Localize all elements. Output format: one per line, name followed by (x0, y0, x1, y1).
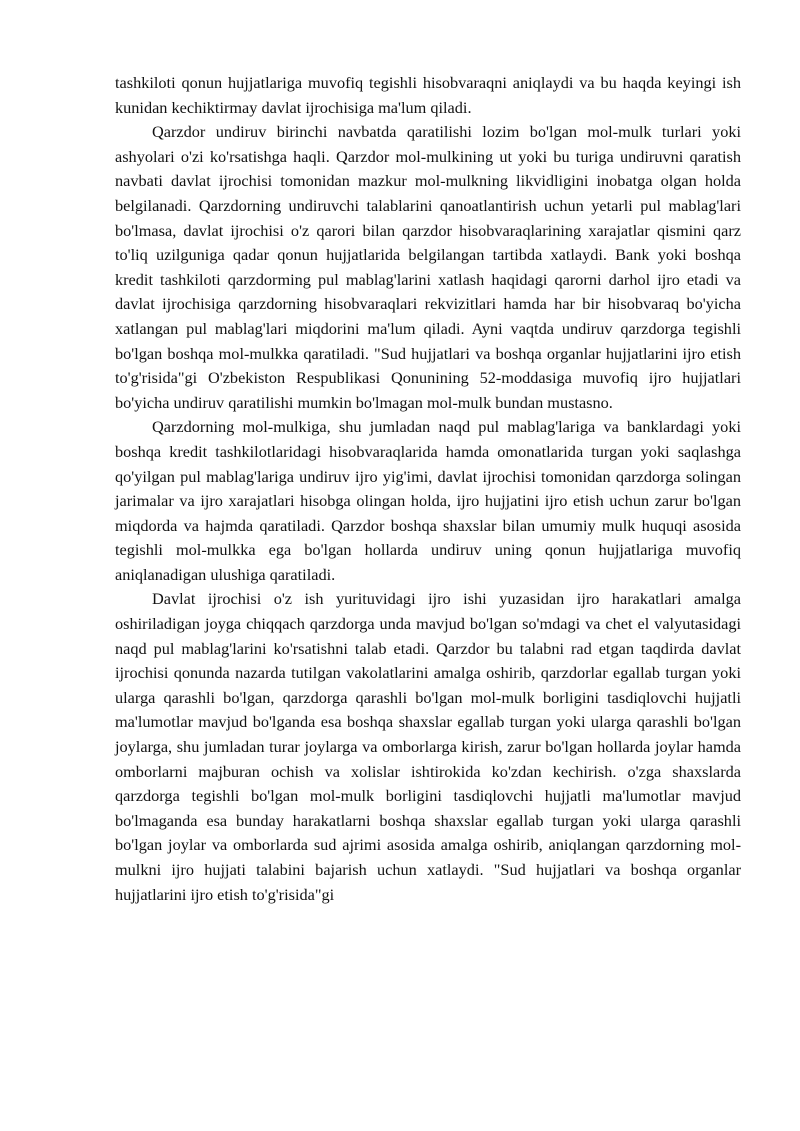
paragraph-continuation: tashkiloti qonun hujjatlariga muvofiq tegishli hisobvaraqni aniqlaydi va bu haqda keyingi ish kunidan kechiktirmay davlat ijrochisiga ma'lum qiladi. (115, 73, 741, 117)
paragraph-mol-mulk: Qarzdorning mol-mulkiga, shu jumladan naqd pul mablag'lariga va banklardagi yoki boshqa kredit tashkilotlaridagi hisobvaraqlarida hamda omonatlarida turgan yoki saqlashga qo'yilgan pul mablag'lariga undiruv ijro yig'imi, davlat ijrochisi tomonidan qarzdorga solingan jarimalar va ijro xarajatlari hisobga olingan holda, ijro hujjatini ijro etish uchun zarur bo'lgan miqdorda va hajmda qaratiladi. Qarzdor boshqa shaxslar bilan umumiy mulk huquqi asosida tegishli mol-mulkka ega bo'lgan hollarda undiruv uning qonun hujjatlariga muvofiq aniqlanadigan ulushiga qaratiladi. (115, 417, 741, 584)
paragraph-undiruv-navbati: Qarzdor undiruv birinchi navbatda qaratilishi lozim bo'lgan mol-mulk turlari yoki ashyolari o'zi ko'rsatishga haqli. Qarzdor mol-mulkining ut yoki bu turiga undiruvni qaratish navbati davlat ijrochisi tomonidan mazkur mol-mulkning likvidligini inobatga olgan holda belgilanadi. Qarzdorning undiruvchi talablarini qanoatlantirish uchun yetarli pul mablag'lari bo'lmasa, davlat ijrochisi o'z qarori bilan qarzdor hisobvaraqlarining xarajatlar qismini qarz to'liq uzilguniga qadar qonun hujjatlarida belgilangan tartibda xatlaydi. Bank yoki boshqa kredit tashkiloti qarzdorming pul mablag'larini xatlash haqidagi qarorni darhol ijro etadi va davlat ijrochisiga qarzdorning hisobvaraqlari rekvizitlari hamda har bir hisobvaraq bo'yicha xatlangan pul mablag'lari miqdorini ma'lum qiladi. Ayni vaqtda undiruv qarzdorga tegishli bo'lgan boshqa mol-mulkka qaratiladi. "Sud hujjatlari va boshqa organlar hujjatlarini ijro etish to'g'risida"gi O'zbekiston Respublikasi Qonunining 52-moddasiga muvofiq ijro hujjatlari bo'yicha undiruv qaratilishi mumkin bo'lmagan mol-mulk bundan mustasno. (115, 122, 741, 412)
document-page (115, 71, 741, 907)
paragraph-davlat-ijrochisi: Davlat ijrochisi o'z ish yurituvidagi ijro ishi yuzasidan ijro harakatlari amalga oshiriladigan joyga chiqqach qarzdorga unda mavjud bo'lgan so'mdagi va chet el valyutasidagi naqd pul mablag'larini ko'rsatishni talab etadi. Qarzdor bu talabni rad etgan taqdirda davlat ijrochisi qonunda nazarda tutilgan vakolatlarini amalga oshirib, qarzdorlar egallab turgan yoki ularga qarashli bo'lgan, qarzdorga qarashli bo'lgan mol-mulk borligini tasdiqlovchi hujjatli ma'lumotlar mavjud bo'lganda esa boshqa shaxslar egallab turgan yoki ularga qarashli bo'lgan joylarga, shu jumladan turar joylarga va omborlarga kirish, zarur bo'lgan hollarda joylar hamda omborlarni majburan ochish va xolislar ishtirokida ko'zdan kechirish. o'zga shaxslarda qarzdorga tegishli bo'lgan mol-mulk borligini tasdiqlovchi hujjatli ma'lumotlar mavjud bo'lmaganda esa bunday harakatlarni boshqa shaxslar egallab turgan yoki ularga qarashli bo'lgan joylar va omborlarda sud ajrimi asosida amalga oshirib, aniqlangan qarzdorning mol-mulkni ijro hujjati talabini bajarish uchun xatlaydi. "Sud hujjatlari va boshqa organlar hujjatlarini ijro etish to'g'risida"gi (115, 589, 741, 904)
